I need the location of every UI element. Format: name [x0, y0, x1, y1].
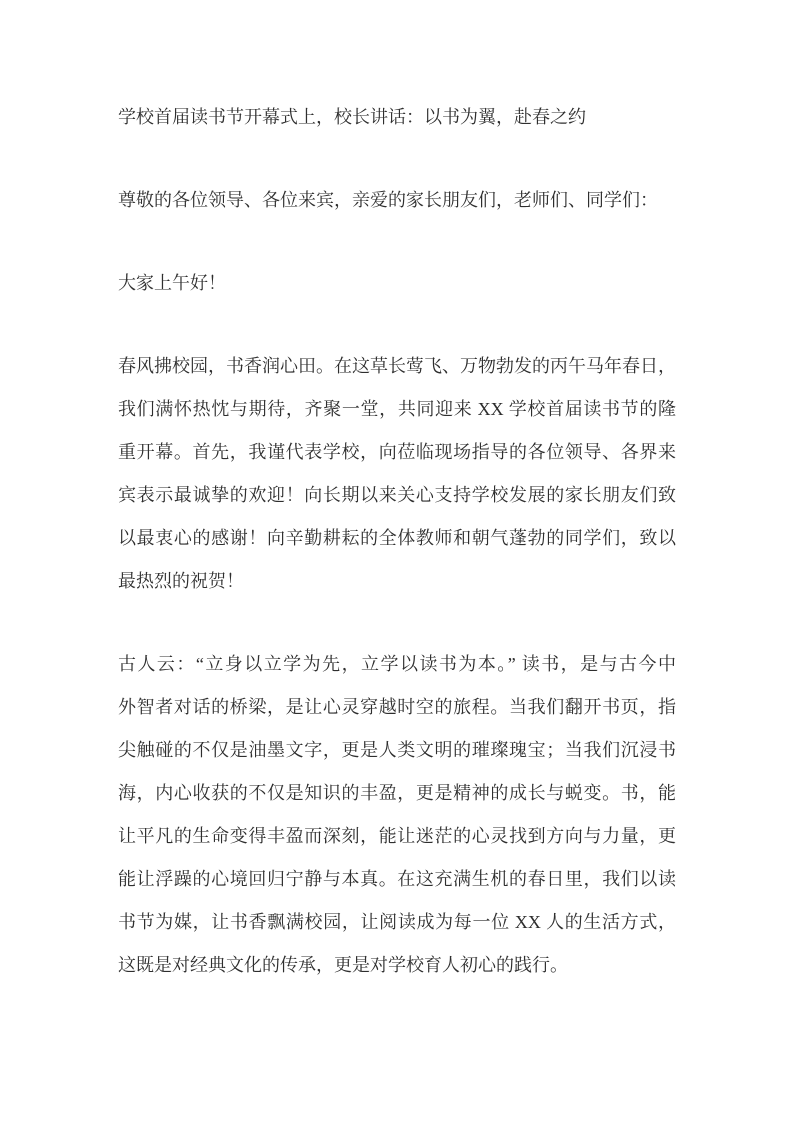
text-line: 最热烈的祝贺！ [118, 571, 244, 591]
text-line: 能让浮躁的心境回归宁静与本真。在这充满生机的春日里，我们以读 [118, 869, 676, 889]
text-line: 书节为媒，让书香飘满校园，让阅读成为每一位 XX 人的生活方式， [118, 912, 676, 932]
text-line: 这既是对经典文化的传承，更是对学校育人初心的践行。 [118, 955, 568, 975]
salutation-line: 尊敬的各位领导、各位来宾，亲爱的家长朋友们，老师们、同学们： [118, 190, 658, 210]
text-line: 宾表示最诚挚的欢迎！向长期以来关心支持学校发展的家长朋友们致 [118, 485, 676, 505]
greeting-line: 大家上午好！ [118, 273, 226, 293]
text-line: 古人云：“立身以立学为先，立学以读书为本。” 读书，是与古今中 [118, 654, 676, 674]
doc-title: 学校首届读书节开幕式上，校长讲话：以书为翼，赴春之约 [118, 107, 586, 127]
paragraphs-container [118, 345, 676, 987]
text-line: 春风拂校园，书香润心田。在这草长莺飞、万物勃发的丙午马年春日， [118, 356, 676, 376]
text-line: 让平凡的生命变得丰盈而深刻，能让迷茫的心灵找到方向与力量，更 [118, 826, 676, 846]
text-line: 尖触碰的不仅是油墨文字，更是人类文明的璀璨瑰宝；当我们沉浸书 [118, 740, 676, 760]
body-paragraph [118, 643, 676, 987]
text-line: 重开幕。首先，我谨代表学校，向莅临现场指导的各位领导、各界来 [118, 442, 676, 462]
text-line: 海，内心收获的不仅是知识的丰盈，更是精神的成长与蜕变。书，能 [118, 783, 676, 803]
text-line: 外智者对话的桥梁，是让心灵穿越时空的旅程。当我们翻开书页，指 [118, 697, 676, 717]
body-paragraph [118, 345, 676, 603]
text-line: 以最衷心的感谢！向辛勤耕耘的全体教师和朝气蓬勃的同学们，致以 [118, 528, 676, 548]
text-line: 我们满怀热忱与期待，齐聚一堂，共同迎来 XX 学校首届读书节的隆 [118, 399, 676, 419]
